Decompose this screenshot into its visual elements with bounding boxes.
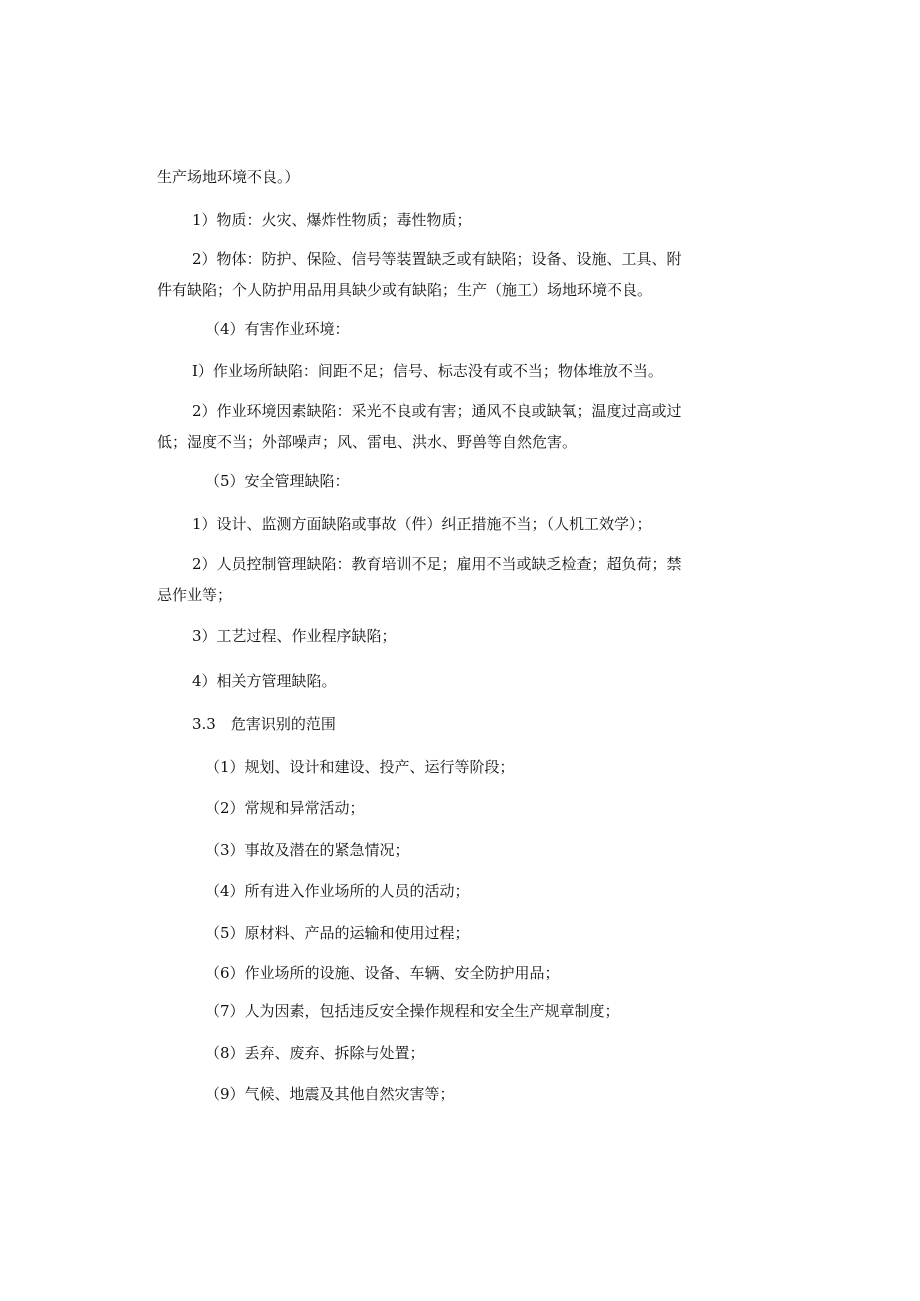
scope-item: （8）丢弃、废弃、拆除与处置；	[205, 1044, 425, 1062]
item-env-factors-line2: 低；湿度不当；外部噪声；风、雷电、洪水、野兽等自然危害。	[157, 433, 578, 451]
scope-item: （7）人为因素，包括违反安全操作规程和安全生产规章制度；	[205, 1002, 620, 1020]
scope-item: （5）原材料、产品的运输和使用过程；	[205, 924, 470, 942]
item-matter: 1）物质：火灾、爆炸性物质；毒性物质；	[192, 211, 472, 229]
item-personnel-line2: 忌作业等；	[157, 586, 233, 604]
scope-item: （1）规划、设计和建设、投产、运行等阶段；	[205, 758, 515, 776]
intro-line: 生产场地环境不良。）	[157, 168, 300, 186]
item-personnel	[157, 549, 682, 611]
item-env-factors	[157, 396, 682, 458]
scope-item: （6）作业场所的设施、设备、车辆、安全防护用品；	[205, 964, 560, 982]
scope-item: （3）事故及潜在的紧急情况；	[205, 841, 410, 859]
item-object-line2: 件有缺陷；个人防护用品用具缺少或有缺陷；生产（施工）场地环境不良。	[157, 281, 653, 299]
item-env-factors-line1: 2）作业环境因素缺陷：采光不良或有害；通风不良或缺氧；温度过高或过	[192, 402, 682, 420]
item-workplace: I）作业场所缺陷：间距不足；信号、标志没有或不当；物体堆放不当。	[192, 362, 663, 380]
item-related: 4）相关方管理缺陷。	[192, 672, 337, 690]
scope-item: （4）所有进入作业场所的人员的活动；	[205, 882, 470, 900]
item-process: 3）工艺过程、作业程序缺陷；	[192, 627, 397, 645]
scope-item: （2）常规和异常活动；	[205, 799, 365, 817]
item-object-line1: 2）物体：防护、保险、信号等装置缺乏或有缺陷；设备、设施、工具、附	[192, 250, 682, 268]
heading-safety-mgmt: （5）安全管理缺陷：	[205, 472, 350, 490]
item-personnel-line1: 2）人员控制管理缺陷：教育培训不足；雇用不当或缺乏检查；超负荷；禁	[192, 555, 682, 573]
heading-harmful-env: （4）有害作业环境：	[205, 320, 350, 338]
section-heading: 3.3 危害识别的范围	[192, 715, 336, 733]
item-object	[157, 244, 682, 306]
item-design: 1）设计、监测方面缺陷或事故（件）纠正措施不当；（人机工效学）；	[192, 515, 652, 533]
scope-item: （9）气候、地震及其他自然灾害等；	[205, 1085, 455, 1103]
